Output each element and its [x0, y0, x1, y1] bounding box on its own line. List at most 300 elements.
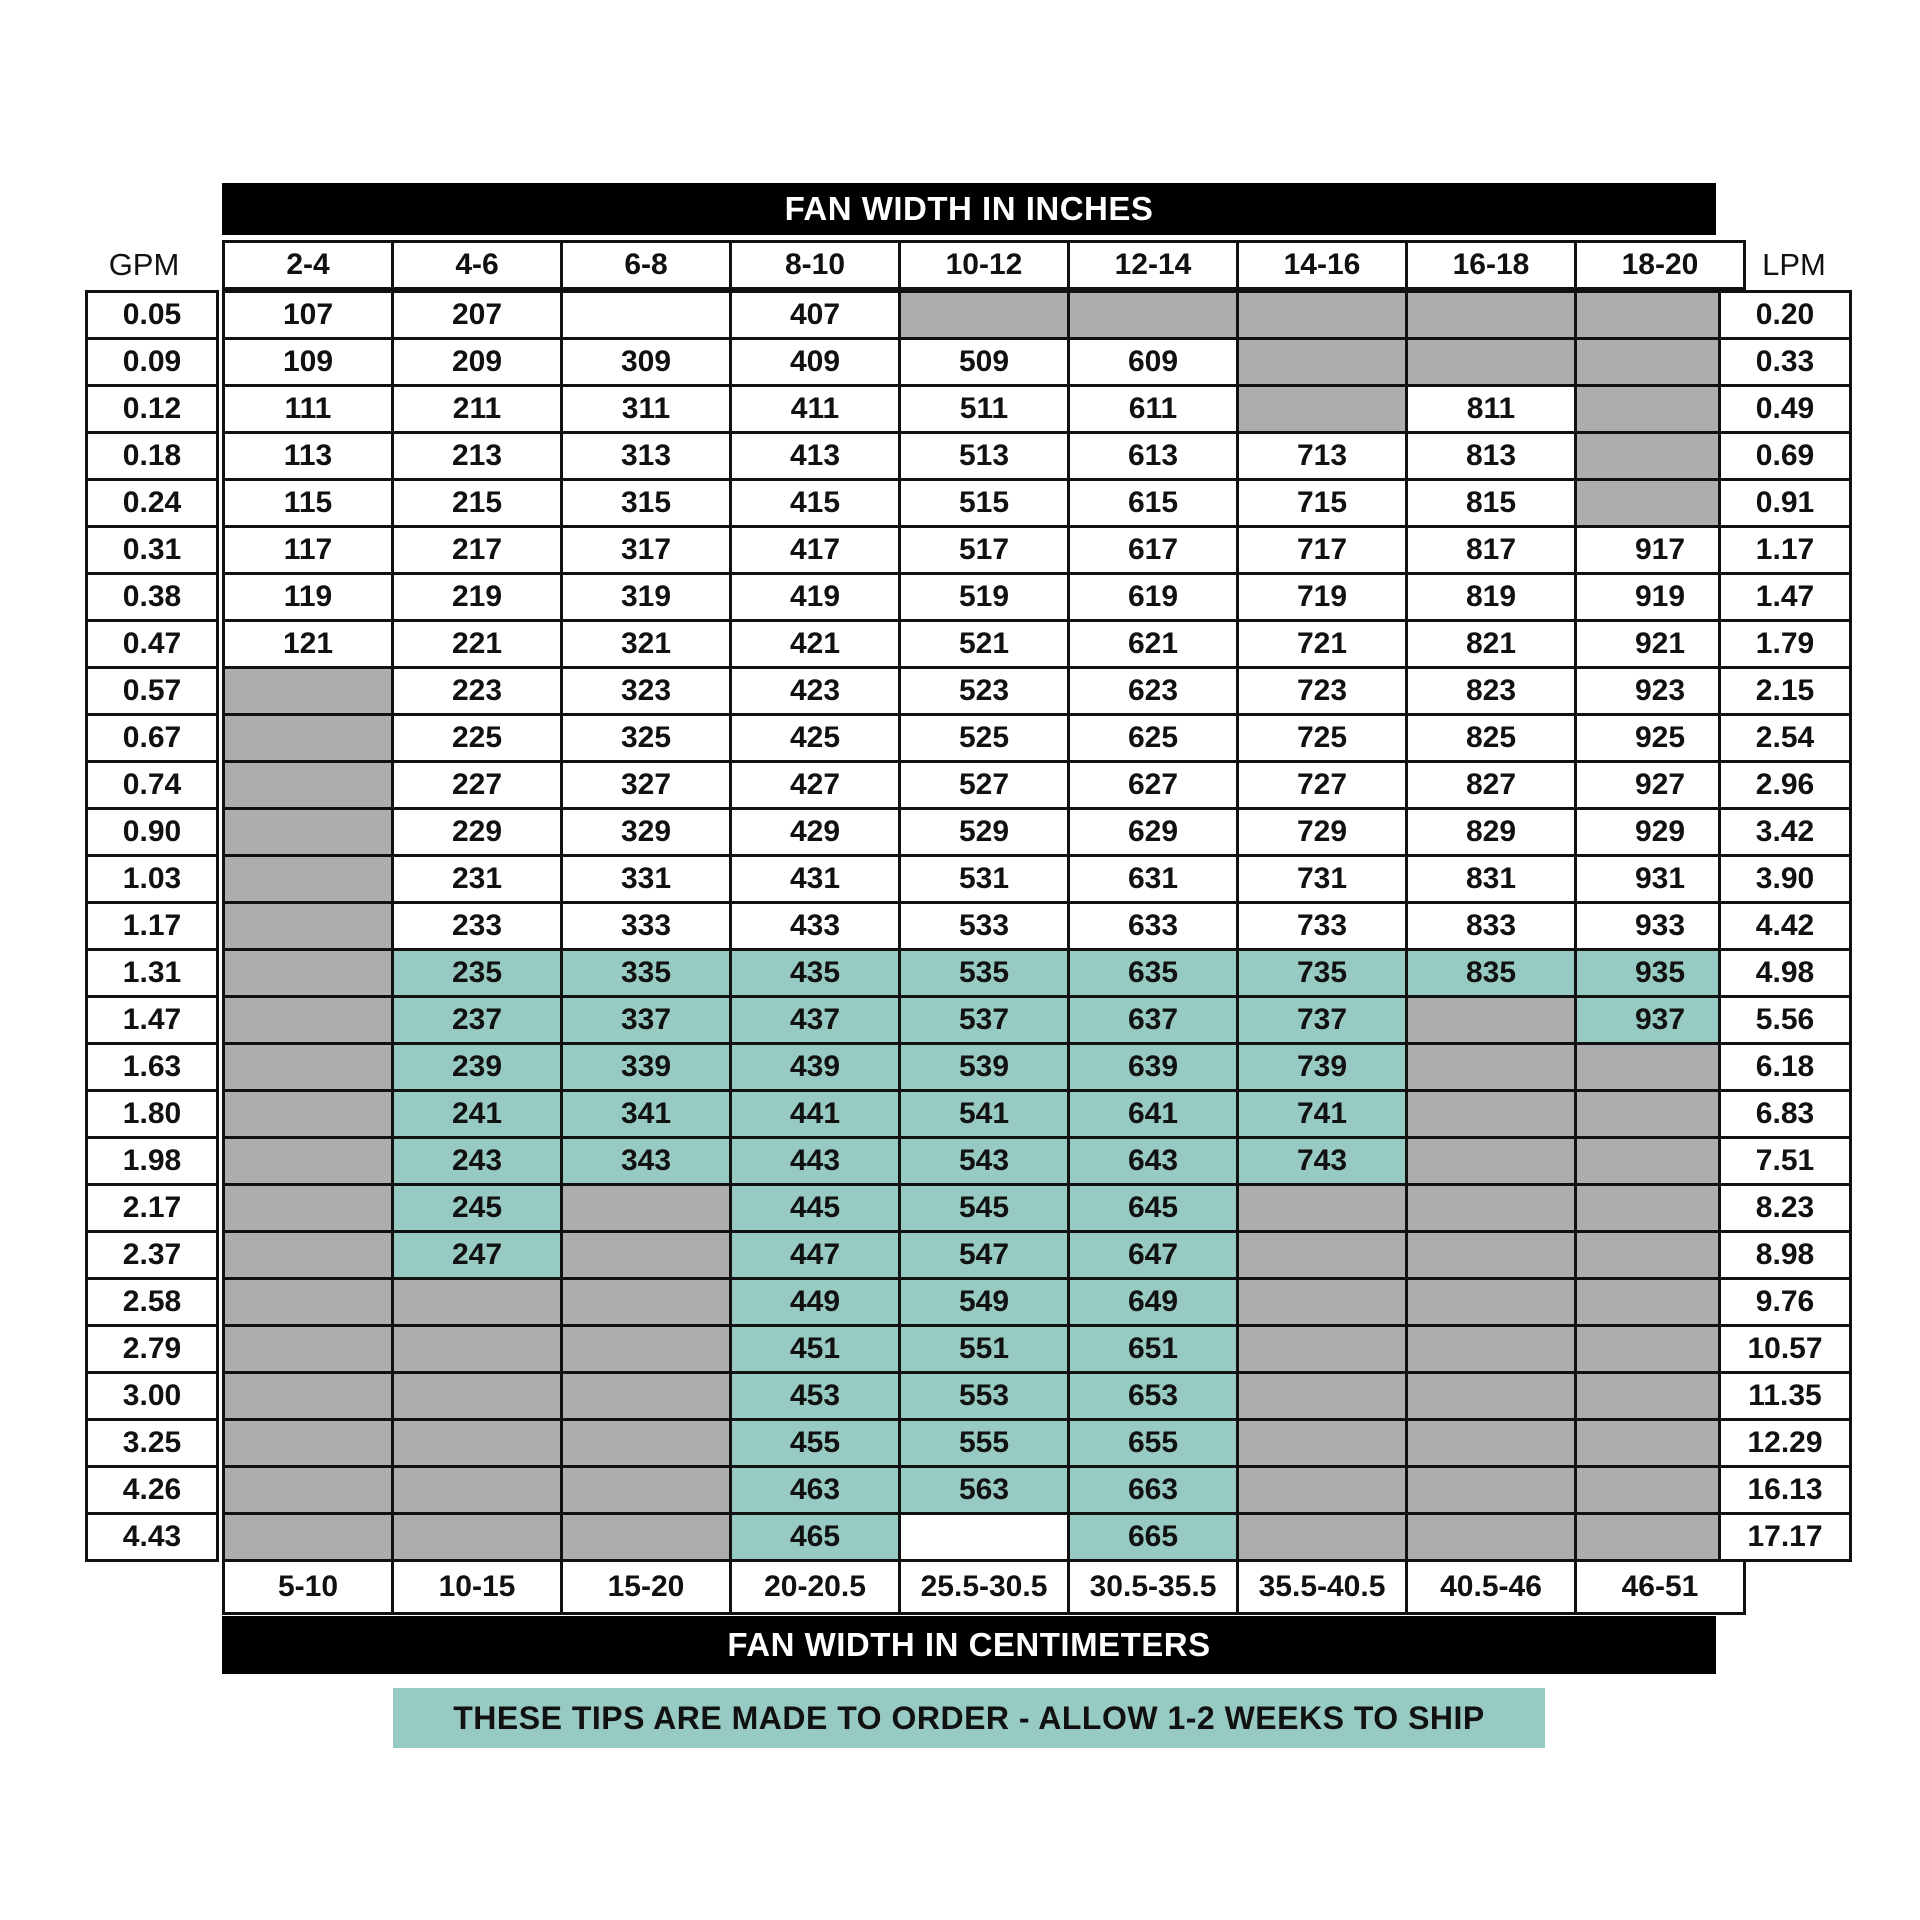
tip-cell: 629 [1069, 809, 1238, 856]
tip-cell: 243 [393, 1138, 562, 1185]
unavailable-cell [1407, 1467, 1576, 1514]
tip-cell: 333 [562, 903, 731, 950]
gpm-value: 2.58 [87, 1279, 218, 1326]
tip-cell: 419 [731, 574, 900, 621]
unavailable-cell [1238, 292, 1407, 339]
lpm-value: 1.17 [1720, 527, 1851, 574]
lpm-value: 0.91 [1720, 480, 1851, 527]
tip-cell: 513 [900, 433, 1069, 480]
tip-cell: 511 [900, 386, 1069, 433]
table-row [224, 527, 1745, 574]
unavailable-cell [1238, 1232, 1407, 1279]
tip-cell: 113 [224, 433, 393, 480]
tip-cell: 641 [1069, 1091, 1238, 1138]
tip-cell: 713 [1238, 433, 1407, 480]
tip-cell: 433 [731, 903, 900, 950]
unavailable-cell [1238, 1467, 1407, 1514]
tip-cell: 441 [731, 1091, 900, 1138]
tip-cell: 517 [900, 527, 1069, 574]
lpm-value: 8.98 [1720, 1232, 1851, 1279]
unavailable-cell [1238, 1420, 1407, 1467]
unavailable-cell [224, 1279, 393, 1326]
gpm-value: 2.79 [87, 1326, 218, 1373]
lpm-value: 10.57 [1720, 1326, 1851, 1373]
table-row [224, 386, 1745, 433]
tip-cell: 421 [731, 621, 900, 668]
unavailable-cell [224, 1467, 393, 1514]
lpm-value: 8.23 [1720, 1185, 1851, 1232]
unavailable-cell [224, 1185, 393, 1232]
unavailable-cell [224, 1232, 393, 1279]
tip-cell: 551 [900, 1326, 1069, 1373]
fan-width-centimeters-title: FAN WIDTH IN CENTIMETERS [222, 1616, 1716, 1674]
unavailable-cell [1238, 1185, 1407, 1232]
tip-cell: 535 [900, 950, 1069, 997]
unavailable-cell [562, 1373, 731, 1420]
tip-cell: 815 [1407, 480, 1576, 527]
inch-column-header: 18-20 [1576, 242, 1745, 289]
tip-cell: 563 [900, 1467, 1069, 1514]
tip-cell: 655 [1069, 1420, 1238, 1467]
tip-cell: 609 [1069, 339, 1238, 386]
table-row [224, 668, 1745, 715]
tip-cell: 325 [562, 715, 731, 762]
lpm-value: 0.20 [1720, 292, 1851, 339]
lpm-value: 17.17 [1720, 1514, 1851, 1561]
tip-cell: 525 [900, 715, 1069, 762]
tip-cell: 827 [1407, 762, 1576, 809]
unavailable-cell [1407, 1044, 1576, 1091]
gpm-value: 0.47 [87, 621, 218, 668]
unavailable-cell [1407, 1091, 1576, 1138]
gpm-axis-label: GPM [108, 247, 180, 282]
tip-cell: 825 [1407, 715, 1576, 762]
unavailable-cell [393, 1467, 562, 1514]
tip-cell: 119 [224, 574, 393, 621]
tip-cell: 731 [1238, 856, 1407, 903]
unavailable-cell [562, 1232, 731, 1279]
table-row [224, 480, 1745, 527]
unavailable-cell [224, 1326, 393, 1373]
cm-column-header: 10-15 [393, 1561, 562, 1614]
tip-cell: 735 [1238, 950, 1407, 997]
tip-cell: 223 [393, 668, 562, 715]
lpm-value: 7.51 [1720, 1138, 1851, 1185]
tip-cell: 233 [393, 903, 562, 950]
unavailable-cell [224, 809, 393, 856]
unavailable-cell [1069, 292, 1238, 339]
tip-cell: 651 [1069, 1326, 1238, 1373]
gpm-value: 4.26 [87, 1467, 218, 1514]
tip-cell: 639 [1069, 1044, 1238, 1091]
tip-cell: 537 [900, 997, 1069, 1044]
tip-cell: 813 [1407, 433, 1576, 480]
tip-cell: 647 [1069, 1232, 1238, 1279]
tip-cell: 235 [393, 950, 562, 997]
unavailable-cell [1238, 1326, 1407, 1373]
unavailable-cell [393, 1279, 562, 1326]
tip-cell: 543 [900, 1138, 1069, 1185]
table-row [224, 1279, 1745, 1326]
tip-cell: 553 [900, 1373, 1069, 1420]
tip-cell: 833 [1407, 903, 1576, 950]
tip-cell: 319 [562, 574, 731, 621]
tip-cell: 741 [1238, 1091, 1407, 1138]
tip-cell: 115 [224, 480, 393, 527]
cm-column-header: 46-51 [1576, 1561, 1745, 1614]
table-row [224, 1514, 1745, 1561]
unavailable-cell [224, 1514, 393, 1561]
lpm-value: 2.96 [1720, 762, 1851, 809]
table-row [224, 856, 1745, 903]
tip-cell: 239 [393, 1044, 562, 1091]
gpm-value: 1.63 [87, 1044, 218, 1091]
gpm-value: 0.57 [87, 668, 218, 715]
lpm-value: 11.35 [1720, 1373, 1851, 1420]
gpm-value: 0.24 [87, 480, 218, 527]
lpm-value: 4.42 [1720, 903, 1851, 950]
tip-cell: 719 [1238, 574, 1407, 621]
inch-column-header: 8-10 [731, 242, 900, 289]
unavailable-cell [562, 1420, 731, 1467]
gpm-value: 0.38 [87, 574, 218, 621]
tip-cell: 309 [562, 339, 731, 386]
tip-cell: 723 [1238, 668, 1407, 715]
tip-cell: 923 [1576, 668, 1745, 715]
tip-cell: 323 [562, 668, 731, 715]
tip-cell: 737 [1238, 997, 1407, 1044]
unavailable-cell [1238, 339, 1407, 386]
tip-cell: 407 [731, 292, 900, 339]
tip-cell: 245 [393, 1185, 562, 1232]
tip-cell: 409 [731, 339, 900, 386]
tip-cell: 423 [731, 668, 900, 715]
cm-column-header: 5-10 [224, 1561, 393, 1614]
table-row [224, 950, 1745, 997]
table-row [224, 1044, 1745, 1091]
gpm-value: 0.90 [87, 809, 218, 856]
tip-cell: 213 [393, 433, 562, 480]
gpm-value: 2.37 [87, 1232, 218, 1279]
lpm-value: 4.98 [1720, 950, 1851, 997]
unavailable-cell [1407, 1420, 1576, 1467]
unavailable-cell [393, 1420, 562, 1467]
unavailable-cell [224, 950, 393, 997]
tip-cell: 921 [1576, 621, 1745, 668]
tip-cell: 111 [224, 386, 393, 433]
unavailable-cell [1238, 1279, 1407, 1326]
tip-cell: 519 [900, 574, 1069, 621]
tip-cell: 215 [393, 480, 562, 527]
tip-cell: 937 [1576, 997, 1745, 1044]
tip-cell: 917 [1576, 527, 1745, 574]
tip-cell: 615 [1069, 480, 1238, 527]
inch-column-headers [222, 240, 1746, 290]
tip-cell: 619 [1069, 574, 1238, 621]
tip-cell: 107 [224, 292, 393, 339]
tip-cell: 549 [900, 1279, 1069, 1326]
unavailable-cell [1238, 386, 1407, 433]
tip-cell: 449 [731, 1279, 900, 1326]
unavailable-cell [1238, 1514, 1407, 1561]
unavailable-cell [900, 292, 1069, 339]
tip-cell: 515 [900, 480, 1069, 527]
table-row [224, 1326, 1745, 1373]
tip-cell: 539 [900, 1044, 1069, 1091]
tip-cell: 927 [1576, 762, 1745, 809]
tip-cell: 919 [1576, 574, 1745, 621]
tip-cell: 335 [562, 950, 731, 997]
cm-column-header: 30.5-35.5 [1069, 1561, 1238, 1614]
lpm-value: 6.83 [1720, 1091, 1851, 1138]
tip-cell: 211 [393, 386, 562, 433]
unavailable-cell [562, 1467, 731, 1514]
tip-cell: 631 [1069, 856, 1238, 903]
cm-column-header: 35.5-40.5 [1238, 1561, 1407, 1614]
tip-cell: 217 [393, 527, 562, 574]
table-row [224, 997, 1745, 1044]
tip-cell: 311 [562, 386, 731, 433]
gpm-value: 1.98 [87, 1138, 218, 1185]
table-row [224, 762, 1745, 809]
unavailable-cell [1238, 1373, 1407, 1420]
lpm-value: 16.13 [1720, 1467, 1851, 1514]
tip-cell: 207 [393, 292, 562, 339]
tip-cell: 717 [1238, 527, 1407, 574]
tip-cell: 465 [731, 1514, 900, 1561]
tip-cell: 247 [393, 1232, 562, 1279]
gpm-value: 0.09 [87, 339, 218, 386]
tip-cell: 933 [1576, 903, 1745, 950]
tip-cell: 725 [1238, 715, 1407, 762]
inch-column-header: 12-14 [1069, 242, 1238, 289]
tip-cell: 427 [731, 762, 900, 809]
tip-cell: 663 [1069, 1467, 1238, 1514]
gpm-value: 0.31 [87, 527, 218, 574]
tip-cell: 453 [731, 1373, 900, 1420]
unavailable-cell [224, 762, 393, 809]
gpm-value: 3.00 [87, 1373, 218, 1420]
tip-cell: 817 [1407, 527, 1576, 574]
tip-cell: 613 [1069, 433, 1238, 480]
unavailable-cell [562, 1279, 731, 1326]
unavailable-cell [393, 1326, 562, 1373]
gpm-value: 2.17 [87, 1185, 218, 1232]
tip-cell: 313 [562, 433, 731, 480]
lpm-value: 6.18 [1720, 1044, 1851, 1091]
inch-column-header: 14-16 [1238, 242, 1407, 289]
unavailable-cell [1407, 1279, 1576, 1326]
tip-cell: 413 [731, 433, 900, 480]
lpm-value: 12.29 [1720, 1420, 1851, 1467]
unavailable-cell [224, 1044, 393, 1091]
gpm-value: 1.03 [87, 856, 218, 903]
table-row [224, 1373, 1745, 1420]
tip-cell: 229 [393, 809, 562, 856]
tip-cell: 315 [562, 480, 731, 527]
tip-cell: 317 [562, 527, 731, 574]
tip-cell: 823 [1407, 668, 1576, 715]
tip-cell: 321 [562, 621, 731, 668]
unavailable-cell [224, 715, 393, 762]
tip-cell: 925 [1576, 715, 1745, 762]
tip-cell: 219 [393, 574, 562, 621]
cm-column-headers [222, 1559, 1746, 1615]
tip-cell: 831 [1407, 856, 1576, 903]
lpm-value: 5.56 [1720, 997, 1851, 1044]
unavailable-cell [1407, 1373, 1576, 1420]
tip-cell: 627 [1069, 762, 1238, 809]
tip-grid [222, 290, 1746, 1562]
tip-cell: 727 [1238, 762, 1407, 809]
unavailable-cell [224, 668, 393, 715]
gpm-value: 4.43 [87, 1514, 218, 1561]
inch-column-header: 16-18 [1407, 242, 1576, 289]
tip-cell: 929 [1576, 809, 1745, 856]
lpm-axis-label: LPM [1762, 247, 1826, 282]
unavailable-cell [393, 1514, 562, 1561]
lpm-value: 3.90 [1720, 856, 1851, 903]
tip-cell: 611 [1069, 386, 1238, 433]
tip-cell: 829 [1407, 809, 1576, 856]
tip-cell: 635 [1069, 950, 1238, 997]
tip-cell: 337 [562, 997, 731, 1044]
tip-cell [900, 1514, 1069, 1561]
table-row [224, 715, 1745, 762]
unavailable-cell [1407, 997, 1576, 1044]
tip-cell: 343 [562, 1138, 731, 1185]
tip-cell [562, 292, 731, 339]
gpm-column [85, 290, 219, 1562]
unavailable-cell [562, 1514, 731, 1561]
tip-cell: 435 [731, 950, 900, 997]
gpm-value: 0.18 [87, 433, 218, 480]
tip-cell: 935 [1576, 950, 1745, 997]
unavailable-cell [1407, 1138, 1576, 1185]
unavailable-cell [224, 997, 393, 1044]
tip-cell: 931 [1576, 856, 1745, 903]
table-row [224, 1091, 1745, 1138]
table-row [224, 433, 1745, 480]
table-row [224, 903, 1745, 950]
lpm-value: 0.49 [1720, 386, 1851, 433]
made-to-order-note: THESE TIPS ARE MADE TO ORDER - ALLOW 1-2 WEEKS TO SHIP [393, 1688, 1545, 1748]
unavailable-cell [1407, 1185, 1576, 1232]
table-row [224, 1232, 1745, 1279]
tip-cell: 221 [393, 621, 562, 668]
tip-cell: 653 [1069, 1373, 1238, 1420]
tip-cell: 327 [562, 762, 731, 809]
unavailable-cell [224, 1373, 393, 1420]
lpm-value: 0.69 [1720, 433, 1851, 480]
table-row [224, 339, 1745, 386]
tip-cell: 811 [1407, 386, 1576, 433]
unavailable-cell [1407, 292, 1576, 339]
unavailable-cell [1407, 1514, 1576, 1561]
lpm-value: 9.76 [1720, 1279, 1851, 1326]
tip-cell: 431 [731, 856, 900, 903]
tip-cell: 645 [1069, 1185, 1238, 1232]
unavailable-cell [224, 1091, 393, 1138]
unavailable-cell [562, 1185, 731, 1232]
unavailable-cell [1407, 339, 1576, 386]
inch-column-header: 6-8 [562, 242, 731, 289]
tip-cell: 411 [731, 386, 900, 433]
tip-cell: 227 [393, 762, 562, 809]
tip-cell: 331 [562, 856, 731, 903]
unavailable-cell [224, 903, 393, 950]
tip-cell: 417 [731, 527, 900, 574]
tip-cell: 451 [731, 1326, 900, 1373]
tip-cell: 531 [900, 856, 1069, 903]
tip-cell: 665 [1069, 1514, 1238, 1561]
tip-cell: 445 [731, 1185, 900, 1232]
tip-cell: 617 [1069, 527, 1238, 574]
table-row [224, 621, 1745, 668]
tip-cell: 743 [1238, 1138, 1407, 1185]
tip-cell: 637 [1069, 997, 1238, 1044]
tip-cell: 733 [1238, 903, 1407, 950]
gpm-value: 0.12 [87, 386, 218, 433]
unavailable-cell [562, 1326, 731, 1373]
unavailable-cell [1407, 1232, 1576, 1279]
gpm-value: 1.47 [87, 997, 218, 1044]
tip-cell: 225 [393, 715, 562, 762]
tip-cell: 429 [731, 809, 900, 856]
inch-column-header: 4-6 [393, 242, 562, 289]
cm-column-header: 15-20 [562, 1561, 731, 1614]
tip-cell: 117 [224, 527, 393, 574]
tip-cell: 447 [731, 1232, 900, 1279]
tip-cell: 649 [1069, 1279, 1238, 1326]
unavailable-cell [393, 1373, 562, 1420]
unavailable-cell [224, 856, 393, 903]
tip-cell: 721 [1238, 621, 1407, 668]
table-row [224, 1420, 1745, 1467]
tip-cell: 633 [1069, 903, 1238, 950]
tip-cell: 643 [1069, 1138, 1238, 1185]
tip-cell: 623 [1069, 668, 1238, 715]
tip-cell: 555 [900, 1420, 1069, 1467]
tip-cell: 437 [731, 997, 900, 1044]
tip-cell: 821 [1407, 621, 1576, 668]
tip-cell: 241 [393, 1091, 562, 1138]
tip-cell: 339 [562, 1044, 731, 1091]
table-row [224, 1185, 1745, 1232]
tip-cell: 529 [900, 809, 1069, 856]
tip-cell: 527 [900, 762, 1069, 809]
lpm-value: 3.42 [1720, 809, 1851, 856]
unavailable-cell [1407, 1326, 1576, 1373]
lpm-value: 1.79 [1720, 621, 1851, 668]
fan-width-inches-title: FAN WIDTH IN INCHES [222, 183, 1716, 235]
cm-column-header: 40.5-46 [1407, 1561, 1576, 1614]
inch-column-header: 2-4 [224, 242, 393, 289]
lpm-value: 2.15 [1720, 668, 1851, 715]
tip-cell: 729 [1238, 809, 1407, 856]
tip-cell: 739 [1238, 1044, 1407, 1091]
tip-cell: 835 [1407, 950, 1576, 997]
table-row [224, 574, 1745, 621]
tip-cell: 329 [562, 809, 731, 856]
unavailable-cell [224, 1138, 393, 1185]
cm-column-header: 25.5-30.5 [900, 1561, 1069, 1614]
tip-cell: 819 [1407, 574, 1576, 621]
lpm-value: 1.47 [1720, 574, 1851, 621]
cm-column-header: 20-20.5 [731, 1561, 900, 1614]
tip-cell: 109 [224, 339, 393, 386]
tip-cell: 415 [731, 480, 900, 527]
